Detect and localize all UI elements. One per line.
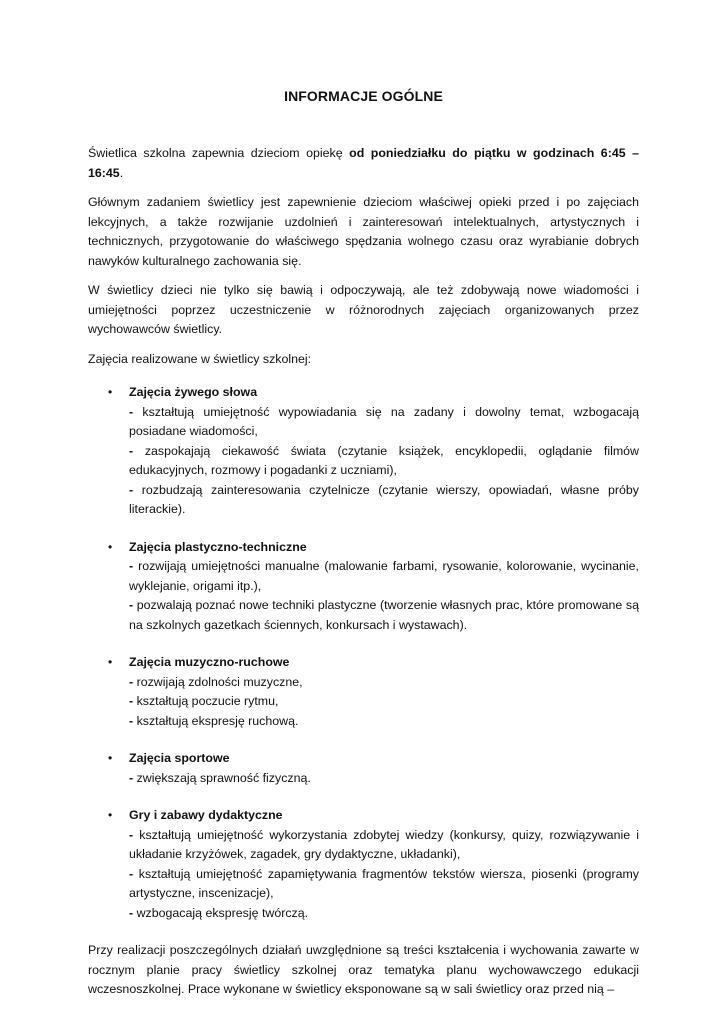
intro-text: Świetlica szkolna zapewnia dzieciom opiekę <box>88 146 350 160</box>
section-title: Gry i zabawy dydaktyczne <box>129 808 283 822</box>
dash-glyph: - <box>129 866 134 881</box>
paragraph-list-intro: Zajęcia realizowane w świetlicy szkolnej: <box>88 351 312 366</box>
paragraph-main-task: Głównym zadaniem świetlicy jest zapewnienie dzieciom właściwej opieki przed i po zajęciach lekcyjnych, a także rozwijanie uzdolnień i zainteresowań intelektualnych, artystycznych i technicznych, przygotowanie do właściwego spędzania wolnego czasu oraz wyrabianie dobrych nawyków kulturalnego zachowania się. <box>88 195 639 268</box>
page-title: INFORMACJE OGÓLNE <box>284 88 443 104</box>
dash-glyph: - <box>129 482 134 497</box>
section-item <box>129 826 639 865</box>
bullet-icon: • <box>108 539 113 554</box>
bullet-icon: • <box>108 385 113 399</box>
bullet-icon: • <box>108 751 113 765</box>
section-title: Zajęcia muzyczno-ruchowe <box>129 655 290 669</box>
section-item <box>129 769 639 789</box>
section-item <box>129 442 639 481</box>
section-item-text: pozwalają poznać nowe techniki plastyczne (tworzenie własnych prac, które promowane są na szkolnych gazetkach ściennych, konkursach i wystawach). <box>129 598 639 632</box>
section-item-text: zwiększają sprawność fizyczną. <box>136 770 311 785</box>
dash-glyph: - <box>129 443 134 458</box>
list-item <box>88 653 639 731</box>
intro-paragraph <box>88 144 639 183</box>
section-item-text: rozwijają umiejętności manualne (malowanie farbami, rysowanie, kolorowanie, wycinanie, wyklejanie, origami itp.), <box>129 559 639 593</box>
bullet-icon: • <box>108 655 113 669</box>
list-item <box>88 383 639 520</box>
section-title: Zajęcia plastyczno-techniczne <box>129 539 307 554</box>
dash-glyph: - <box>129 598 134 612</box>
section-item <box>129 481 639 520</box>
section-item <box>129 712 639 732</box>
list-item <box>88 749 639 788</box>
section-item-text: kształtują umiejętność zapamiętywania fragmentów tekstów wiersza, piosenki (programy artystyczne, inscenizacje), <box>129 866 639 900</box>
section-item <box>129 596 639 635</box>
section-item-text: wzbogacają ekspresję twórczą. <box>136 905 309 920</box>
intro-hours: od poniedziałku do piątku w godzinach 6:45 – 16:45 <box>88 146 639 180</box>
section-item <box>129 403 639 442</box>
dash-glyph: - <box>129 713 134 728</box>
section-item-text: zaspokajają ciekawość świata (czytanie książek, encyklopedii, oglądanie filmów edukacyjnych, rozmowy i pogadanki z uczniami), <box>129 443 639 477</box>
dash-glyph: - <box>129 905 134 920</box>
section-item-text: kształtują ekspresję ruchową. <box>136 713 299 728</box>
dash-glyph: - <box>129 559 134 573</box>
dash-glyph: - <box>129 674 134 689</box>
paragraph-activities: W świetlicy dzieci nie tylko się bawią i odpoczywają, ale też zdobywają nowe wiadomości i umiejętności poprzez uczestniczenie w różnorodnych zajęciach organizowanych przez wychowawców świetlicy. <box>88 283 639 336</box>
paragraph-realization: Przy realizacji poszczególnych działań uwzględnione są treści kształcenia i wychowania zawarte w rocznym planie pracy świetlicy szkolnej oraz tematyka planu wychowawczego edukacji wczesnoszkolnej. Prace wykonane w świetlicy eksponowane są w sali świetlicy oraz przed nią – <box>88 943 639 996</box>
dash-glyph: - <box>129 770 134 785</box>
sections-list <box>88 383 639 923</box>
section-item-text: rozwijają zdolności muzyczne, <box>136 674 303 689</box>
bullet-icon: • <box>108 808 113 822</box>
intro-end: . <box>119 165 124 180</box>
section-item-text: kształtują umiejętność wykorzystania zdobytej wiedzy (konkursy, quizy, rozwiązywanie i układanie krzyżówek, zagadek, gry dydaktyczne, układanki), <box>129 827 639 861</box>
list-item <box>88 538 639 636</box>
section-item-text: rozbudzają zainteresowania czytelnicze (czytanie wierszy, opowiadań, własne próby literackie). <box>129 482 639 516</box>
section-title: Zajęcia sportowe <box>129 751 230 765</box>
section-item <box>129 557 639 596</box>
section-item <box>129 865 639 904</box>
section-item <box>129 904 639 924</box>
dash-glyph: - <box>129 404 134 419</box>
section-item <box>129 692 639 712</box>
dash-glyph: - <box>129 694 134 708</box>
section-item-text: kształtują umiejętność wypowiadania się na zadany i dowolny temat, wzbogacają posiadane wiadomości, <box>129 404 639 438</box>
section-item <box>129 673 639 693</box>
list-item <box>88 806 639 923</box>
section-title: Zajęcia żywego słowa <box>129 385 258 399</box>
section-item-text: kształtują poczucie rytmu, <box>136 694 279 708</box>
dash-glyph: - <box>129 827 134 842</box>
